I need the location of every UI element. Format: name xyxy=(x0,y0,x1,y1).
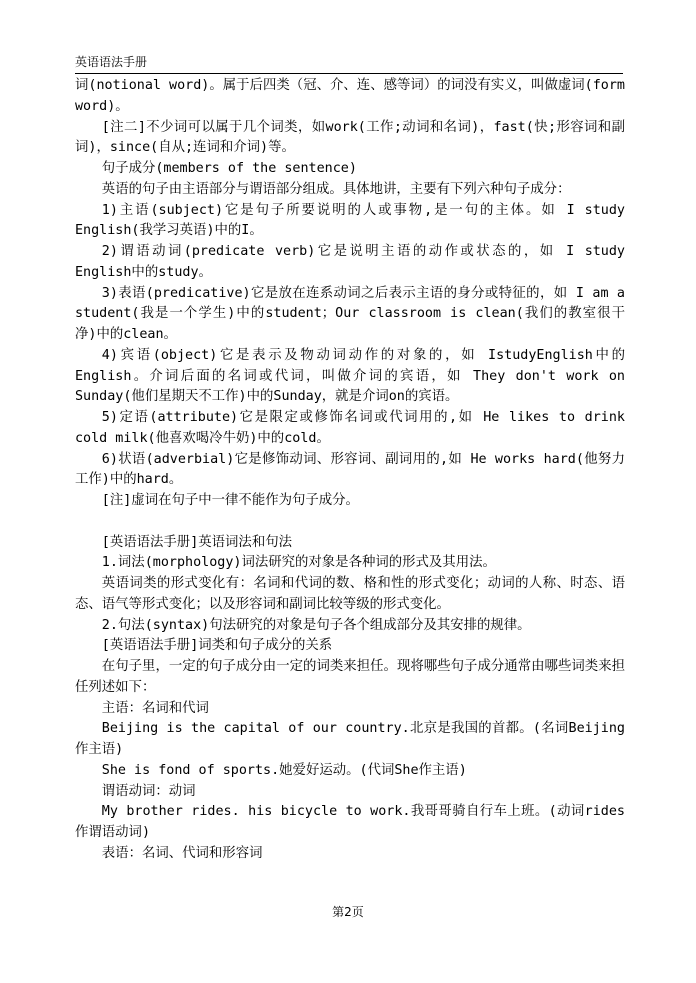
section-heading: [英语语法手册]英语词法和句法 xyxy=(101,534,292,550)
blank-line xyxy=(75,512,625,533)
paragraph: 2.句法(syntax)句法研究的对象是句子各个组成部分及其安排的规律。 xyxy=(101,617,531,633)
paragraph: 1.词法(morphology)词法研究的对象是各种词的形式及其用法。 xyxy=(101,555,496,571)
list-item: 4)宾语(object)它是表示及物动词动作的对象的，如 IstudyEnglish中的English。介词后面的名词或代词，叫做介词的宾语，如 They don't work on Sunday(他们星期天不工作)中的Sunday，就是介词on的宾语。 xyxy=(75,347,625,405)
subheading: 表语：名词、代词和形容词 xyxy=(101,845,263,861)
paragraph: [注二]不少词可以属于几个词类，如work(工作;动词和名词)，fast(快;形容词和副词)，since(自从;连词和介词)等。 xyxy=(75,119,625,156)
list-item: 3)表语(predicative)它是放在连系动词之后表示主语的身分或特征的，如 I am a student(我是一个学生)中的student；Our classroom is clean(我们的教室很干净)中的clean。 xyxy=(75,285,625,342)
list-item: 1)主语(subject)它是句子所要说明的人或事物,是一句的主体。如 I study English(我学习英语)中的I。 xyxy=(75,202,625,239)
paragraph: 词(notional word)。属于后四类（冠、介、连、感等词）的词没有实义，叫做虚词(form word)。 xyxy=(75,78,625,114)
paragraph: 英语的句子由主语部分与谓语部分组成。具体地讲，主要有下列六种句子成分： xyxy=(101,181,571,197)
note: [注]虚词在句子中一律不能作为句子成分。 xyxy=(101,493,359,508)
paragraph: 英语词类的形式变化有：名词和代词的数、格和性的形式变化；动词的人称、时态、语态、语气等形式变化；以及形容词和副词比较等级的形式变化。 xyxy=(75,576,625,612)
example-sentence: Beijing is the capital of our country.北京是我国的首都。(名词Beijing作主语) xyxy=(75,721,625,757)
subheading: 谓语动词：动词 xyxy=(101,783,196,799)
list-item: 2)谓语动词(predicate verb)它是说明主语的动作或状态的，如 I study English中的study。 xyxy=(75,244,625,280)
list-item: 6)状语(adverbial)它是修饰动词、形容词、副词用的,如 He works hard(他努力工作)中的hard。 xyxy=(75,451,625,488)
section-heading: [英语语法手册]词类和句子成分的关系 xyxy=(101,638,333,654)
page-number: 第2页 xyxy=(332,905,364,919)
paragraph: 在句子里，一定的句子成分由一定的词类来担任。现将哪些句子成分通常由哪些词类来担任列述如下： xyxy=(75,659,625,695)
running-header: 英语语法手册 xyxy=(75,54,623,74)
document-body xyxy=(75,76,625,865)
example-sentence: She is fond of sports.她爱好运动。(代词She作主语) xyxy=(101,762,467,778)
section-heading: 句子成分(members of the sentence) xyxy=(101,161,357,176)
subheading: 主语：名词和代词 xyxy=(101,700,209,716)
list-item: 5)定语(attribute)它是限定或修饰名词或代词用的,如 He likes to drink cold milk(他喜欢喝冷牛奶)中的cold。 xyxy=(75,410,625,446)
example-sentence: My brother rides. his bicycle to work.我哥哥骑自行车上班。(动词rides作谓语动词) xyxy=(75,804,625,840)
